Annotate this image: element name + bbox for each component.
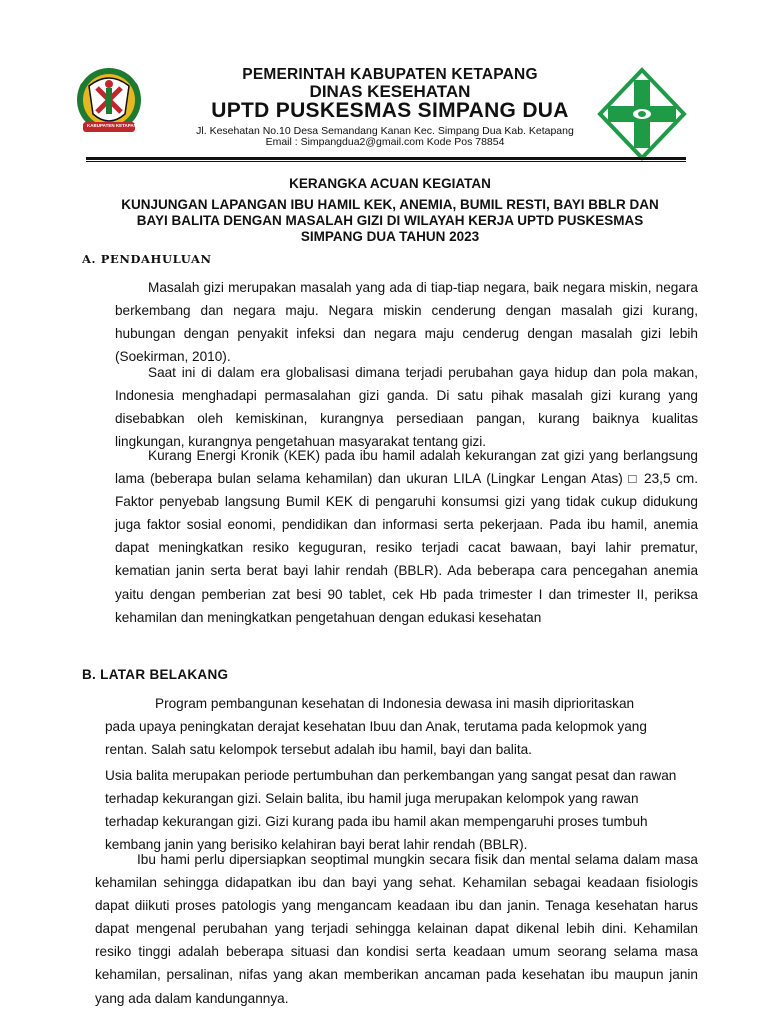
title-line-2: BAYI BALITA DENGAN MASALAH GIZI DI WILAYAH KERJA UPTD PUSKESMAS	[136, 213, 644, 228]
header-address: Jl. Kesehatan No.10 Desa Semandang Kanan Kec. Simpang Dua Kab. Ketapang	[196, 125, 574, 137]
header-department: DINAS KESEHATAN	[309, 82, 471, 101]
emblem-caption: KABUPATEN KETAPANG	[87, 123, 141, 128]
title-line-1: KUNJUNGAN LAPANGAN IBU HAMIL KEK, ANEMIA, BUMIL RESTI, BAYI BBLR DAN	[121, 197, 659, 212]
header-government: PEMERINTAH KABUPATEN KETAPANG	[242, 66, 538, 83]
document-title	[90, 197, 690, 245]
title-line-3: SIMPANG DUA TAHUN 2023	[300, 229, 480, 244]
header-divider-thin	[86, 161, 686, 162]
section-b-heading: B. LATAR BELAKANG	[82, 667, 229, 682]
header-puskesmas: UPTD PUSKESMAS SIMPANG DUA	[211, 99, 569, 122]
header-email: Email : Simpangdua2@gmail.com Kode Pos 78854	[265, 136, 505, 148]
document-type: KERANGKA ACUAN KEGIATAN	[289, 176, 491, 191]
header-address-block	[160, 126, 610, 148]
section-b-paragraph-1: Program pembangunan kesehatan di Indonesia dewasa ini masih diprioritaskan pada upaya peningkatan derajat kesehatan Ibuu dan Anak, terutama pada kelopmok yang rentan. Salah satu kelompok tersebut adalah ibu hamil, bayi dan balita.	[105, 696, 647, 758]
ketapang-emblem-icon	[75, 66, 143, 143]
section-b-paragraph-2: Usia balita merupakan periode pertumbuhan dan perkembangan yang sangat pesat dan rawan terhadap kekurangan gizi. Selain balita, ibu hamil juga merupakan kelompok yang rawan terhadap kekurangan gizi. Gizi kurang pada ibu hamil akan mempengaruhi proses tumbuh kembang janin yang berisiko kelahiran bayi berat lahir rendah (BBLR).	[105, 768, 677, 853]
header-divider-thick	[86, 157, 686, 160]
section-b-paragraph-3: Ibu hami perlu dipersiapkan seoptimal mungkin secara fisik dan mental selama dalam masa kehamilan sehingga didapatkan ibu dan bayi yang sehat. Kehamilan sebagai keadaan fisiologis dapat diikuti proses patologis yang mengancam keadaan ibu dan janin. Tenaga kesehatan harus dapat mengenal perubahan yang terjadi sehingga kelainan dapat dikenal lebih dini. Kehamilan resiko tinggi adalah beberapa situasi dan kondisi serta keadaan umum seorang selama masa kehamilan, persalinan, nifas yang akan memberikan ancaman pada kesehatan ibu maupun janin yang ada dalam kandungannya.	[95, 852, 698, 1006]
section-a-paragraph-1: Masalah gizi merupakan masalah yang ada di tiap-tiap negara, baik negara miskin, negara berkembang dan negara maju. Negara miskin cenderung dengan masalah gizi kurang, hubungan dengan penyakit infeksi dan negara maju cenderug dengan masalah gizi lebih (Soekirman, 2010).	[115, 280, 698, 365]
section-a-heading: A. PENDAHULUAN	[82, 252, 212, 266]
section-a-paragraph-3: Kurang Energi Kronik (KEK) pada ibu hamil adalah kekurangan zat gizi yang berlangsung lama (beberapa bulan selama kehamilan) dan ukuran LILA (Lingkar Lengan Atas) □ 23,5 cm. Faktor penyebab langsung Bumil KEK di pengaruhi konsumsi gizi yang tidak cukup didukung juga faktor sosial eonomi, pendidikan dan informasi serta pekerjaan. Pada ibu hamil, anemia dapat meningkatkan resiko keguguran, resiko terjadi cacat bawaan, bayi lahir prematur, kematian janin serta berat bayi lahir rendah (BBLR). Ada beberapa cara pencegahan anemia yaitu dengan pemberian zat besi 90 tablet, cek Hb pada trimester I dan trimester II, periksa kehamilan dan meningkatkan pengetahuan dengan edukasi kesehatan	[115, 448, 698, 625]
section-a-paragraph-2: Saat ini di dalam era globalisasi dimana terjadi perubahan gaya hidup dan pola makan, Indonesia menghadapi permasalahan gizi ganda. Di satu pihak masalah gizi kurang yang disebabkan oleh kemiskinan, kurangnya persediaan pangan, kurang baiknya kualitas lingkungan, kurangnya pengetahuan masyarakat tentang gizi.	[115, 365, 698, 450]
